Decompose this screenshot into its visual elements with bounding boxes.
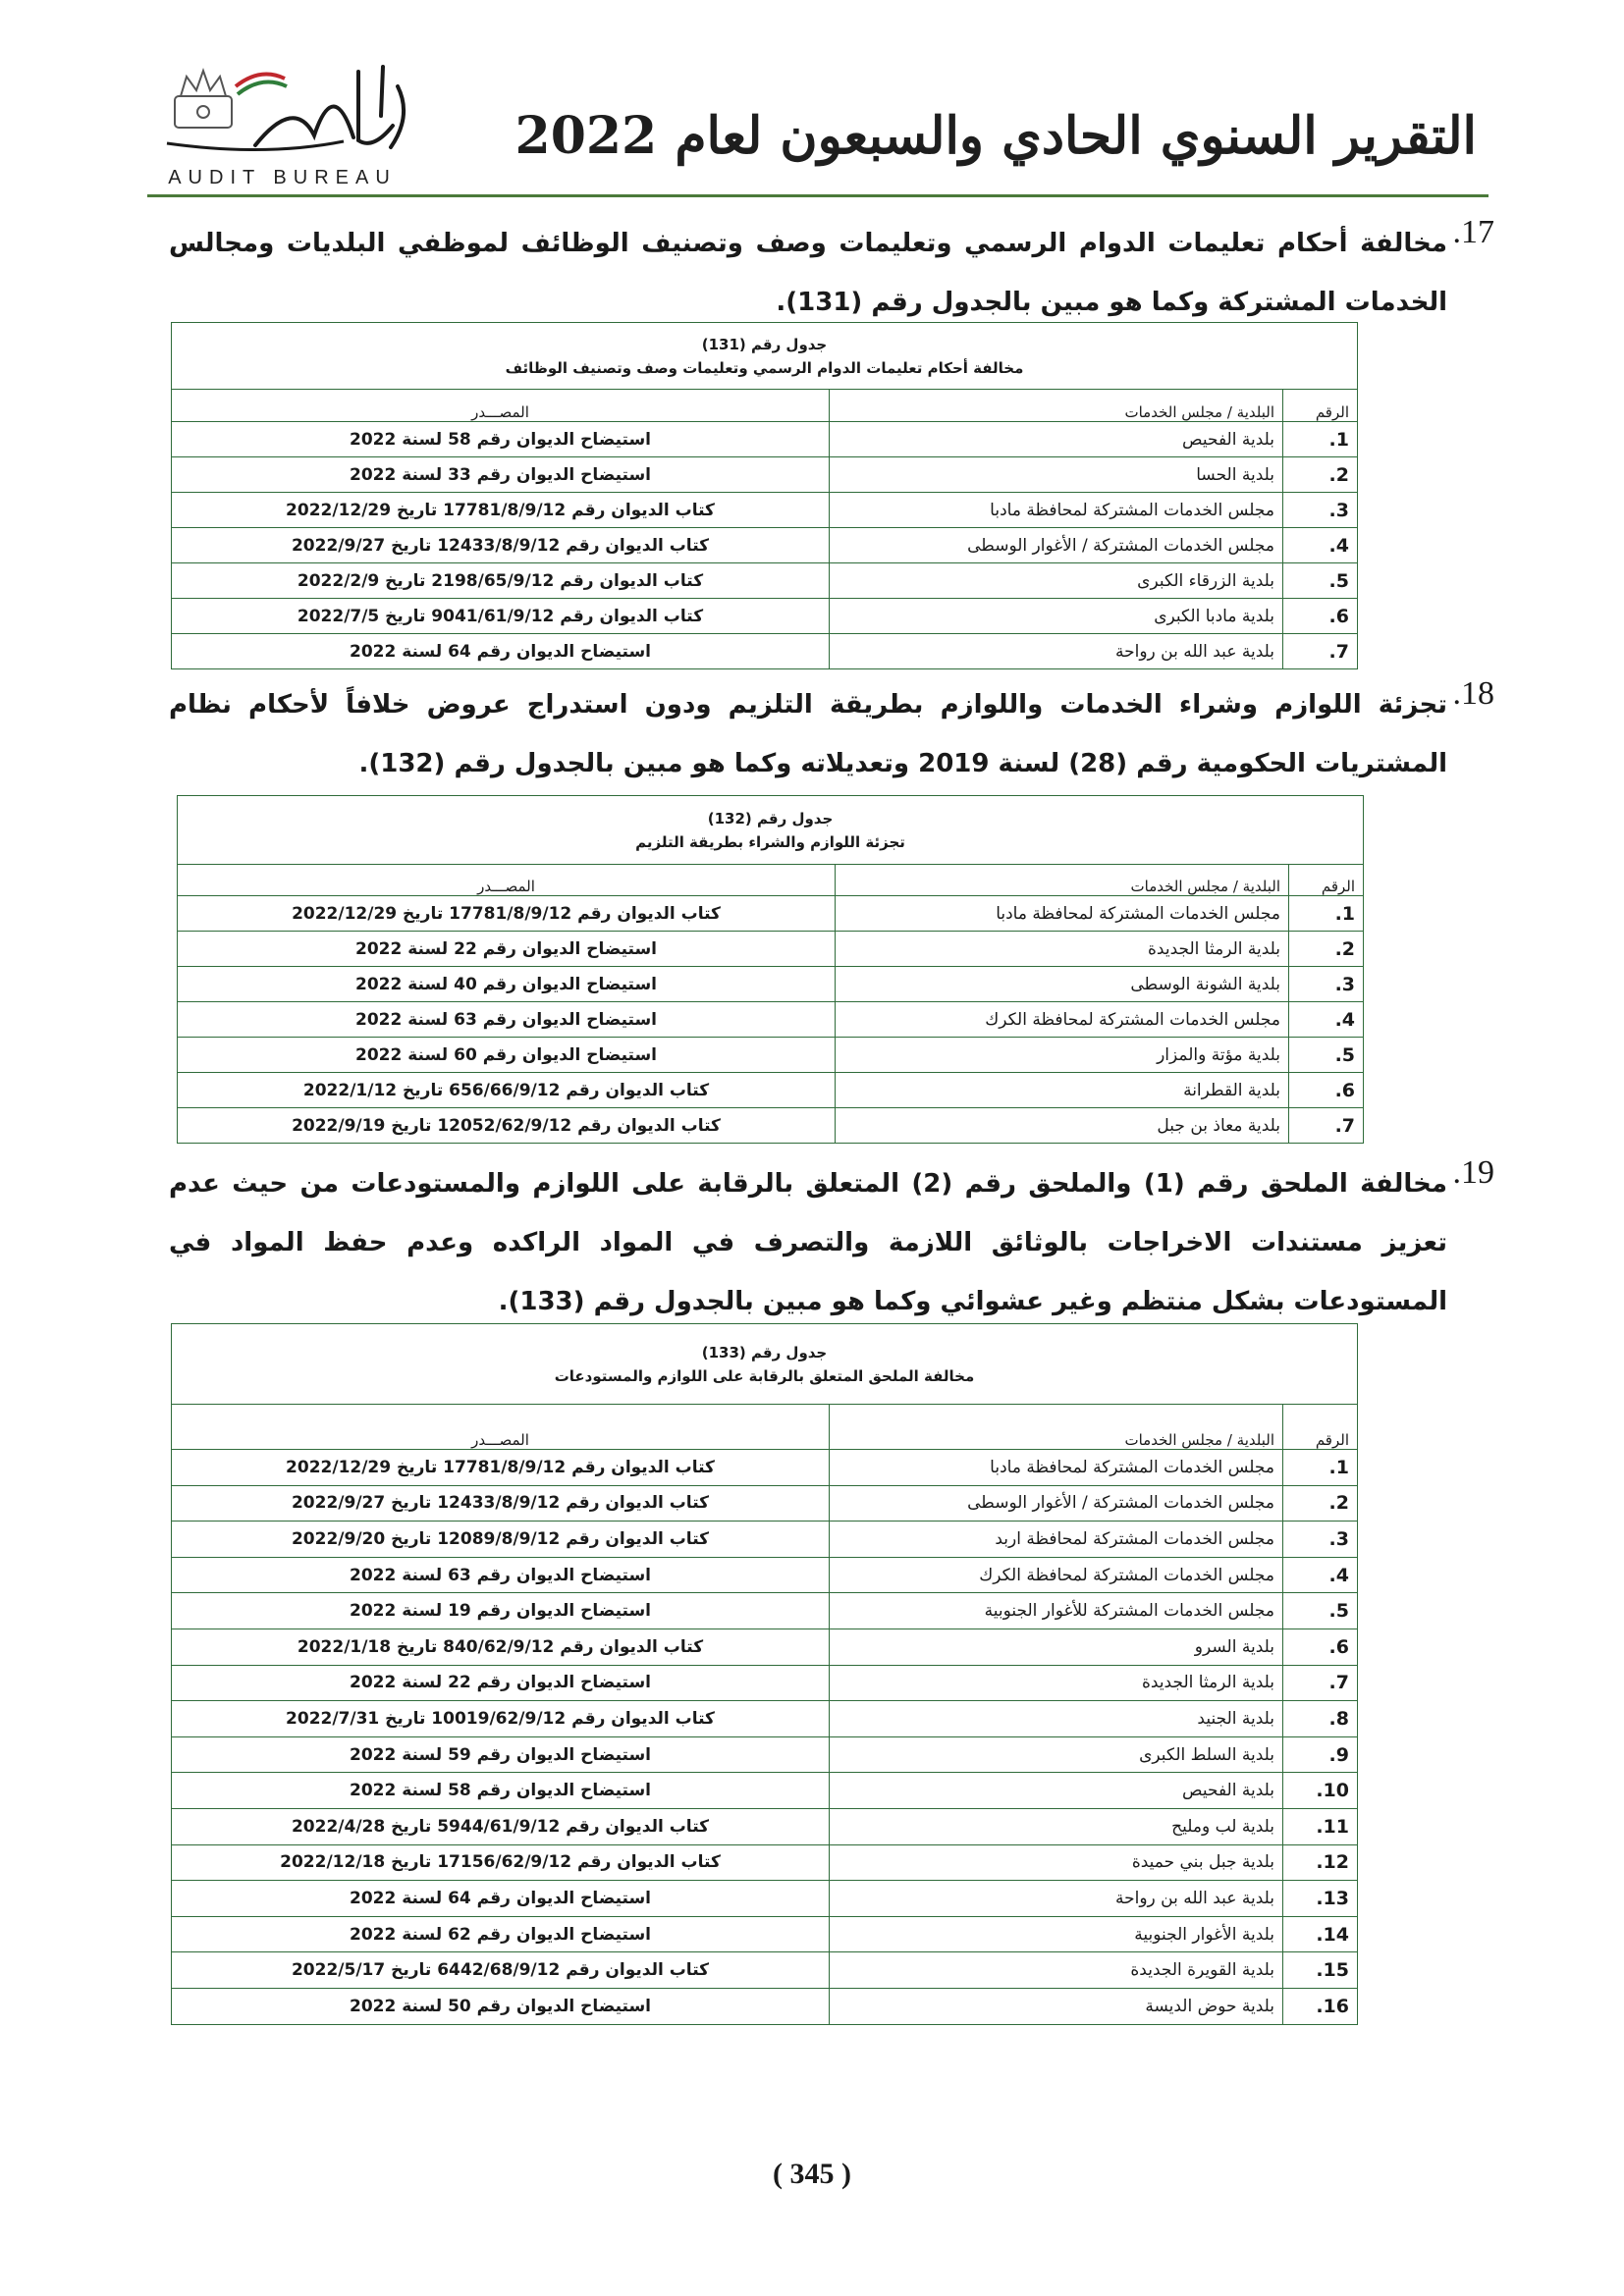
table-caption: جدول رقم (131) مخالفة أحكام تعليمات الدوام الرسمي وتعليمات وصف وتصنيف الوظائف (172, 323, 1358, 390)
audit-bureau-logo (147, 57, 417, 192)
logo-caption: AUDIT BUREAU (168, 167, 397, 188)
row-number: 8. (1283, 1701, 1358, 1737)
entity-name: مجلس الخدمات المشتركة لمحافظة اربد (830, 1522, 1283, 1558)
source-reference: كتاب الديوان رقم 17781/8/9/12 تاريخ 2022/12/29 (178, 896, 836, 932)
row-number: 4. (1283, 1557, 1358, 1593)
entity-name: بلدية القويرة الجديدة (830, 1952, 1283, 1989)
source-reference: استيضاح الديوان رقم 63 لسنة 2022 (178, 1002, 836, 1038)
row-number: 6. (1283, 1629, 1358, 1665)
entity-name: بلدية السلط الكبرى (830, 1736, 1283, 1773)
entity-name: بلدية الحسا (830, 457, 1283, 493)
col-header-entity: البلدية / مجلس الخدمات (836, 865, 1289, 896)
source-reference: استيضاح الديوان رقم 22 لسنة 2022 (172, 1665, 830, 1701)
entity-name: مجلس الخدمات المشتركة للأغوار الجنوبية (830, 1593, 1283, 1629)
table-row (172, 1736, 1358, 1773)
row-number: 13. (1283, 1881, 1358, 1917)
section-17 (169, 214, 1494, 332)
row-number: 2. (1283, 457, 1358, 493)
row-number: 7. (1283, 1665, 1358, 1701)
table-row (172, 1844, 1358, 1881)
table-row (172, 1485, 1358, 1522)
source-reference: كتاب الديوان رقم 6442/68/9/12 تاريخ 2022/5/17 (172, 1952, 830, 1989)
source-reference: استيضاح الديوان رقم 58 لسنة 2022 (172, 1773, 830, 1809)
crown-emblem-icon (175, 71, 232, 128)
table-header-row (172, 1405, 1358, 1450)
entity-name: مجلس الخدمات المشتركة / الأغوار الوسطى (830, 528, 1283, 563)
table-header-row (178, 865, 1364, 896)
source-reference: استيضاح الديوان رقم 40 لسنة 2022 (178, 967, 836, 1002)
section-text: مخالفة أحكام تعليمات الدوام الرسمي وتعليمات وصف وتصنيف الوظائف لموظفي البلديات ومجالس الخدمات المشتركة وكما هو مبين بالجدول رقم (131). (169, 229, 1447, 317)
table-caption: جدول رقم (133) مخالفة الملحق المتعلق بالرقابة على اللوازم والمستودعات (172, 1324, 1358, 1405)
table-row (172, 422, 1358, 457)
page-header (0, 0, 1624, 206)
table-132 (177, 795, 1364, 1144)
col-header-source: المصـــدر (172, 390, 830, 422)
row-number: 5. (1289, 1038, 1364, 1073)
source-reference: استيضاح الديوان رقم 50 لسنة 2022 (172, 1988, 830, 2024)
table-row (178, 932, 1364, 967)
col-header-entity: البلدية / مجلس الخدمات (830, 390, 1283, 422)
entity-name: بلدية القطرانة (836, 1073, 1289, 1108)
source-reference: استيضاح الديوان رقم 64 لسنة 2022 (172, 1881, 830, 1917)
source-reference: استيضاح الديوان رقم 59 لسنة 2022 (172, 1736, 830, 1773)
table-131 (171, 322, 1358, 669)
row-number: 2. (1289, 932, 1364, 967)
table-row (178, 1038, 1364, 1073)
source-reference: استيضاح الديوان رقم 64 لسنة 2022 (172, 634, 830, 669)
section-number: 19. (1452, 1154, 1494, 1191)
row-number: 10. (1283, 1773, 1358, 1809)
table-row (172, 1593, 1358, 1629)
report-title: التقرير السنوي الحادي والسبعون لعام 2022 (514, 106, 1477, 166)
row-number: 14. (1283, 1916, 1358, 1952)
table-row (172, 1881, 1358, 1917)
entity-name: بلدية مادبا الكبرى (830, 599, 1283, 634)
table-row (172, 457, 1358, 493)
table-row (172, 1629, 1358, 1665)
section-19 (169, 1154, 1494, 1331)
entity-name: بلدية الرمثا الجديدة (830, 1665, 1283, 1701)
row-number: 9. (1283, 1736, 1358, 1773)
entity-name: مجلس الخدمات المشتركة لمحافظة الكرك (836, 1002, 1289, 1038)
source-reference: استيضاح الديوان رقم 58 لسنة 2022 (172, 422, 830, 457)
row-number: 2. (1283, 1485, 1358, 1522)
table-row (178, 967, 1364, 1002)
source-reference: كتاب الديوان رقم 2198/65/9/12 تاريخ 2022/2/9 (172, 563, 830, 599)
row-number: 6. (1283, 599, 1358, 634)
entity-name: مجلس الخدمات المشتركة لمحافظة مادبا (830, 493, 1283, 528)
table-row (172, 493, 1358, 528)
source-reference: استيضاح الديوان رقم 33 لسنة 2022 (172, 457, 830, 493)
row-number: 4. (1289, 1002, 1364, 1038)
table-row (178, 1002, 1364, 1038)
table-row (178, 1108, 1364, 1144)
col-header-number: الرقم (1283, 390, 1358, 422)
table-row (172, 1988, 1358, 2024)
table-row (172, 1773, 1358, 1809)
entity-name: مجلس الخدمات المشتركة لمحافظة الكرك (830, 1557, 1283, 1593)
table-row (172, 528, 1358, 563)
table-row (172, 1952, 1358, 1989)
row-number: 3. (1289, 967, 1364, 1002)
table-row (178, 1073, 1364, 1108)
entity-name: بلدية الزرقاء الكبرى (830, 563, 1283, 599)
table-row (172, 1450, 1358, 1486)
table-row (172, 1701, 1358, 1737)
row-number: 6. (1289, 1073, 1364, 1108)
section-text: مخالفة الملحق رقم (1) والملحق رقم (2) المتعلق بالرقابة على اللوازم والمستودعات من حيث عدم تعزيز مستندات الاخراجات بالوثائق اللازمة والتصرف في المواد الراكده وعدم حفظ المواد في المستودعات بشكل منتظم وغير عشوائي وكما هو مبين بالجدول رقم (133). (169, 1169, 1447, 1316)
source-reference: كتاب الديوان رقم 10019/62/9/12 تاريخ 2022/7/31 (172, 1701, 830, 1737)
row-number: 7. (1289, 1108, 1364, 1144)
source-reference: استيضاح الديوان رقم 60 لسنة 2022 (178, 1038, 836, 1073)
source-reference: كتاب الديوان رقم 656/66/9/12 تاريخ 2022/1/12 (178, 1073, 836, 1108)
entity-name: بلدية لب ومليح (830, 1808, 1283, 1844)
source-reference: كتاب الديوان رقم 12433/8/9/12 تاريخ 2022/9/27 (172, 528, 830, 563)
entity-name: بلدية معاذ بن جبل (836, 1108, 1289, 1144)
section-number: 18. (1452, 675, 1494, 712)
table-row (178, 896, 1364, 932)
row-number: 3. (1283, 493, 1358, 528)
col-header-number: الرقم (1289, 865, 1364, 896)
source-reference: كتاب الديوان رقم 12052/62/9/12 تاريخ 2022/9/19 (178, 1108, 836, 1144)
row-number: 5. (1283, 563, 1358, 599)
col-header-source: المصـــدر (178, 865, 836, 896)
source-reference: كتاب الديوان رقم 5944/61/9/12 تاريخ 2022/4/28 (172, 1808, 830, 1844)
source-reference: استيضاح الديوان رقم 62 لسنة 2022 (172, 1916, 830, 1952)
section-number: 17. (1452, 214, 1494, 250)
row-number: 1. (1283, 1450, 1358, 1486)
entity-name: بلدية جبل بني حميدة (830, 1844, 1283, 1881)
source-reference: كتاب الديوان رقم 840/62/9/12 تاريخ 2022/1/18 (172, 1629, 830, 1665)
entity-name: بلدية الشونة الوسطى (836, 967, 1289, 1002)
entity-name: بلدية مؤتة والمزار (836, 1038, 1289, 1073)
row-number: 12. (1283, 1844, 1358, 1881)
section-18 (169, 675, 1494, 793)
source-reference: كتاب الديوان رقم 12089/8/9/12 تاريخ 2022/9/20 (172, 1522, 830, 1558)
row-number: 11. (1283, 1808, 1358, 1844)
row-number: 1. (1283, 422, 1358, 457)
entity-name: بلدية عبد الله بن رواحة (830, 634, 1283, 669)
source-reference: كتاب الديوان رقم 17781/8/9/12 تاريخ 2022/12/29 (172, 1450, 830, 1486)
row-number: 15. (1283, 1952, 1358, 1989)
table-row (172, 1665, 1358, 1701)
table-row (172, 1808, 1358, 1844)
row-number: 4. (1283, 528, 1358, 563)
page-number: ( 345 ) (773, 2158, 851, 2190)
table-row (172, 563, 1358, 599)
entity-name: بلدية حوض الديسة (830, 1988, 1283, 2024)
row-number: 16. (1283, 1988, 1358, 2024)
header-divider (147, 194, 1489, 197)
logo-emblem (147, 57, 417, 167)
table-row (172, 1522, 1358, 1558)
table-row (172, 1557, 1358, 1593)
entity-name: مجلس الخدمات المشتركة لمحافظة مادبا (836, 896, 1289, 932)
table-133 (171, 1323, 1358, 2025)
entity-name: بلدية الأغوار الجنوبية (830, 1916, 1283, 1952)
entity-name: مجلس الخدمات المشتركة لمحافظة مادبا (830, 1450, 1283, 1486)
entity-name: بلدية الرمثا الجديدة (836, 932, 1289, 967)
source-reference: استيضاح الديوان رقم 19 لسنة 2022 (172, 1593, 830, 1629)
col-header-number: الرقم (1283, 1405, 1358, 1450)
source-reference: كتاب الديوان رقم 17781/8/9/12 تاريخ 2022/12/29 (172, 493, 830, 528)
table-row (172, 634, 1358, 669)
table-row (172, 1916, 1358, 1952)
row-number: 5. (1283, 1593, 1358, 1629)
entity-name: بلدية الجنيد (830, 1701, 1283, 1737)
source-reference: كتاب الديوان رقم 17156/62/9/12 تاريخ 2022/12/18 (172, 1844, 830, 1881)
table-header-row (172, 390, 1358, 422)
entity-name: مجلس الخدمات المشتركة / الأغوار الوسطى (830, 1485, 1283, 1522)
table-row (172, 599, 1358, 634)
row-number: 1. (1289, 896, 1364, 932)
row-number: 7. (1283, 634, 1358, 669)
entity-name: بلدية عبد الله بن رواحة (830, 1881, 1283, 1917)
source-reference: استيضاح الديوان رقم 63 لسنة 2022 (172, 1557, 830, 1593)
table-caption: جدول رقم (132) تجزئة اللوازم والشراء بطريقة التلزيم (178, 796, 1364, 865)
section-text: تجزئة اللوازم وشراء الخدمات واللوازم بطريقة التلزيم ودون استدراج عروض خلافاً لأحكام نظام المشتريات الحكومية رقم (28) لسنة 2019 وتعديلاته وكما هو مبين بالجدول رقم (132). (169, 690, 1447, 778)
row-number: 3. (1283, 1522, 1358, 1558)
col-header-source: المصـــدر (172, 1405, 830, 1450)
source-reference: استيضاح الديوان رقم 22 لسنة 2022 (178, 932, 836, 967)
entity-name: بلدية الفحيص (830, 1773, 1283, 1809)
entity-name: بلدية السرو (830, 1629, 1283, 1665)
col-header-entity: البلدية / مجلس الخدمات (830, 1405, 1283, 1450)
entity-name: بلدية الفحيص (830, 422, 1283, 457)
source-reference: كتاب الديوان رقم 9041/61/9/12 تاريخ 2022/7/5 (172, 599, 830, 634)
source-reference: كتاب الديوان رقم 12433/8/9/12 تاريخ 2022/9/27 (172, 1485, 830, 1522)
